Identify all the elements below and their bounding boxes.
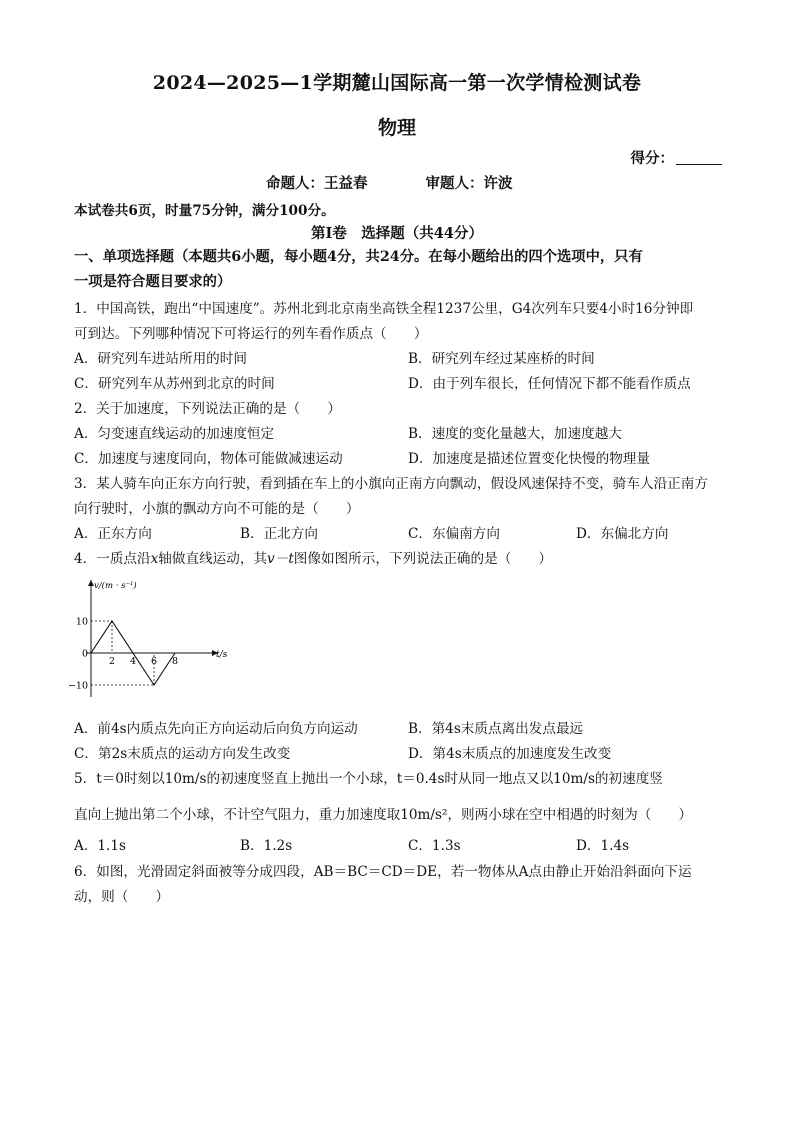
y-tick-label: 0 <box>81 648 88 660</box>
q6-stem-line2: 动，则（ ） <box>74 889 170 905</box>
section1-line1: 一、单项选择题（本题共6小题，每小题4分，共24分。在每小题给出的四个选项中，只有 <box>74 249 643 265</box>
q5-option-c: C．1.3s <box>408 838 461 854</box>
part1-title: 第Ⅰ卷 选择题（共44分） <box>311 225 483 242</box>
q4-option-d: D．第4s末质点的加速度发生改变 <box>408 746 612 762</box>
vt-graph <box>66 574 236 704</box>
q4-option-a: A．前4s内质点先向正方向运动后向负方向运动 <box>74 721 358 737</box>
score-blank <box>676 150 722 165</box>
subject-title: 物理 <box>377 117 416 139</box>
q5-stem-line1: 5．t＝0时刻以10m/s的初速度竖直上抛出一个小球，t＝0.4s时从同一地点又以10m/s的初速度竖 <box>74 771 663 787</box>
q4-option-b: B．第4s末质点离出发点最远 <box>408 721 584 737</box>
author-label: 命题人：王益春 <box>266 175 368 192</box>
x-tick-label: 4 <box>130 656 137 667</box>
q1-option-b: B．研究列车经过某座桥的时间 <box>408 351 595 367</box>
q2-option-b: B．速度的变化量越大，加速度越大 <box>408 426 622 442</box>
x-axis-label: t/s <box>216 650 228 660</box>
intro-text: 本试卷共6页，时量75分钟，满分100分。 <box>74 203 335 219</box>
q2-option-d: D．加速度是描述位置变化快慢的物理量 <box>408 451 650 467</box>
q4-option-c: C．第2s末质点的运动方向发生改变 <box>74 746 291 762</box>
y-axis-label: v/(m · s⁻¹) <box>94 581 137 591</box>
section1-line2: 一项是符合题目要求的） <box>74 274 232 290</box>
q1-option-d: D．由于列车很长，任何情况下都不能看作质点 <box>408 376 691 392</box>
q2-stem: 2．关于加速度，下列说法正确的是（ ） <box>74 401 341 417</box>
score-label: 得分： <box>630 150 674 167</box>
q2-option-c: C．加速度与速度同向，物体可能做减速运动 <box>74 451 343 467</box>
x-tick-label: 6 <box>151 656 158 667</box>
q3-stem-line2: 向行驶时，小旗的飘动方向不可能的是（ ） <box>74 501 360 517</box>
score-field <box>631 147 723 168</box>
q1-stem-line1: 1．中国高铁，跑出“中国速度”。苏州北到北京南坐高铁全程1237公里，G4次列车只要4小时16分钟即 <box>74 301 694 317</box>
q3-option-b: B．正北方向 <box>240 526 318 542</box>
q5-option-b: B．1.2s <box>240 838 293 854</box>
x-tick-label: 2 <box>109 656 116 667</box>
q6-stem-line1: 6．如图，光滑固定斜面被等分成四段，AB＝BC＝CD＝DE，若一物体从A点由静止开始沿斜面向下运 <box>74 864 692 880</box>
q5-option-d: D．1.4s <box>576 838 630 854</box>
y-tick-label: 10 <box>75 616 88 628</box>
reviewer-label: 审题人：许波 <box>425 175 513 192</box>
q1-option-c: C．研究列车从苏州到北京的时间 <box>74 376 275 392</box>
q2-option-a: A．匀变速直线运动的加速度恒定 <box>74 426 275 442</box>
authors-line <box>266 172 513 193</box>
q5-stem-line2: 直向上抛出第二个小球，不计空气阻力，重力加速度取10m/s²，则两小球在空中相遇的时刻为（ ） <box>74 807 693 823</box>
x-tick-label: 8 <box>172 656 179 667</box>
q1-stem-line2: 可到达。下列哪种情况下可将运行的列车看作质点（ ） <box>74 326 428 342</box>
q3-option-c: C．东偏南方向 <box>408 526 500 542</box>
y-tick-label: −10 <box>67 680 88 692</box>
q3-option-d: D．东偏北方向 <box>576 526 669 542</box>
q5-option-a: A．1.1s <box>74 838 127 854</box>
q4-stem: 4．一质点沿x轴做直线运动，其v－t图像如图所示，下列说法正确的是（ ） <box>74 551 553 567</box>
q3-option-a: A．正东方向 <box>74 526 152 542</box>
q1-option-a: A．研究列车进站所用的时间 <box>74 351 247 367</box>
exam-title: 2024—2025—1学期麓山国际高一第一次学情检测试卷 <box>152 72 642 94</box>
q3-stem-line1: 3．某人骑车向正东方向行驶，看到插在车上的小旗向正南方向飘动，假设风速保持不变，骑车人沿正南方 <box>74 476 708 492</box>
